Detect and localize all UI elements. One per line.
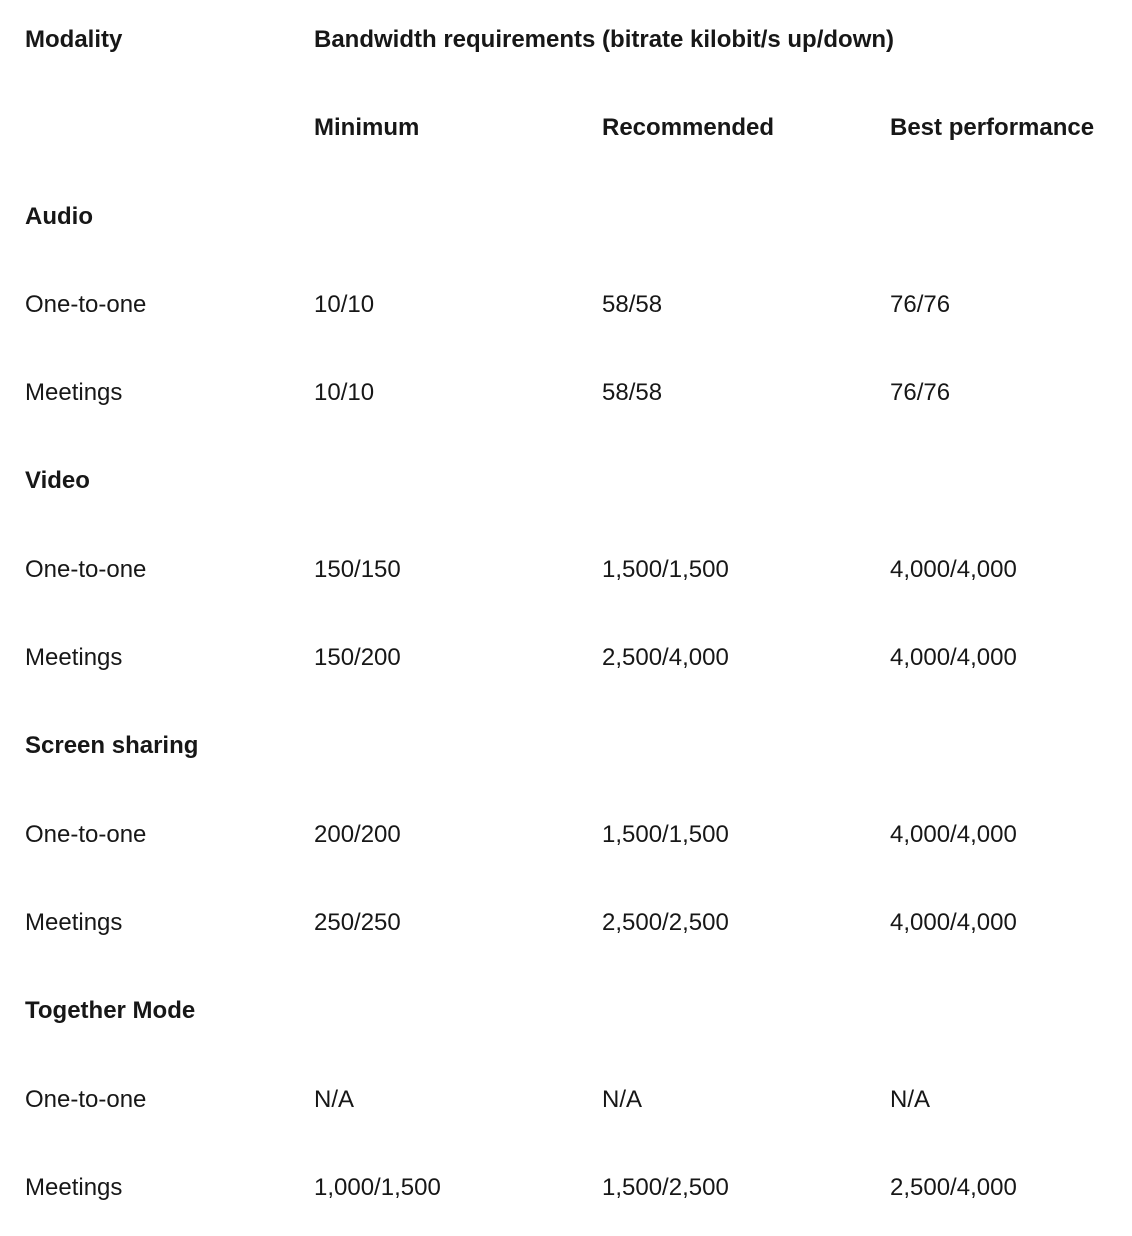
minimum-value: 10/10 xyxy=(314,290,375,318)
section-title: Audio xyxy=(25,202,93,230)
section-title: Video xyxy=(25,467,90,495)
recommended-value: 2,500/2,500 xyxy=(602,908,729,936)
table-row xyxy=(25,530,1125,618)
minimum-header: Minimum xyxy=(314,114,420,142)
section-row-screen-sharing xyxy=(25,706,1125,794)
best-performance-header: Best performance xyxy=(890,114,1095,142)
bandwidth-table xyxy=(25,0,1125,1236)
row-label: One-to-one xyxy=(25,1085,147,1113)
section-row-video xyxy=(25,441,1125,529)
recommended-value: N/A xyxy=(602,1085,643,1113)
best-value: 4,000/4,000 xyxy=(890,820,1017,848)
table-row xyxy=(25,353,1125,441)
section-title: Screen sharing xyxy=(25,732,199,760)
row-label: Meetings xyxy=(25,908,123,936)
best-value: 4,000/4,000 xyxy=(890,644,1017,672)
minimum-value: 10/10 xyxy=(314,379,375,407)
recommended-header: Recommended xyxy=(602,114,775,142)
best-value: 76/76 xyxy=(890,290,951,318)
row-label: One-to-one xyxy=(25,290,147,318)
section-row-together-mode xyxy=(25,971,1125,1059)
table-header-row xyxy=(25,0,1125,88)
recommended-value: 1,500/2,500 xyxy=(602,1173,729,1201)
recommended-value: 2,500/4,000 xyxy=(602,644,729,672)
table-row xyxy=(25,883,1125,971)
recommended-value: 58/58 xyxy=(602,290,663,318)
best-value: 4,000/4,000 xyxy=(890,908,1017,936)
table-row xyxy=(25,1060,1125,1148)
best-value: 76/76 xyxy=(890,379,951,407)
row-label: Meetings xyxy=(25,379,123,407)
minimum-value: 250/250 xyxy=(314,908,401,936)
minimum-value: N/A xyxy=(314,1085,355,1113)
table-row xyxy=(25,618,1125,706)
row-label: One-to-one xyxy=(25,820,147,848)
recommended-value: 1,500/1,500 xyxy=(602,820,729,848)
table-subheader-row xyxy=(25,88,1125,176)
best-value: 2,500/4,000 xyxy=(890,1173,1017,1201)
modality-header: Modality xyxy=(25,26,123,53)
table-row xyxy=(25,795,1125,883)
minimum-value: 150/200 xyxy=(314,644,401,672)
row-label: Meetings xyxy=(25,1173,123,1201)
section-row-audio xyxy=(25,177,1125,265)
recommended-value: 58/58 xyxy=(602,379,663,407)
table-row xyxy=(25,265,1125,353)
bandwidth-header: Bandwidth requirements (bitrate kilobit/s up/down) xyxy=(314,26,895,53)
section-title: Together Mode xyxy=(25,997,196,1025)
best-value: 4,000/4,000 xyxy=(890,555,1017,583)
minimum-value: 1,000/1,500 xyxy=(314,1173,441,1201)
recommended-value: 1,500/1,500 xyxy=(602,555,729,583)
row-label: Meetings xyxy=(25,644,123,672)
row-label: One-to-one xyxy=(25,555,147,583)
minimum-value: 150/150 xyxy=(314,555,401,583)
best-value: N/A xyxy=(890,1085,931,1113)
minimum-value: 200/200 xyxy=(314,820,401,848)
